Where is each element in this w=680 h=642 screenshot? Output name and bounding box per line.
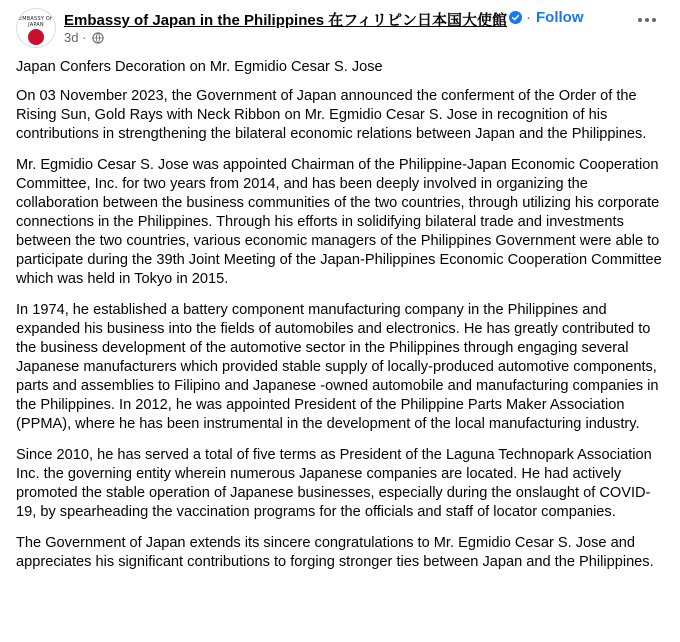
verified-badge-icon	[509, 11, 522, 24]
post-header	[16, 8, 666, 52]
globe-icon	[92, 32, 104, 44]
post-paragraph: On 03 November 2023, the Government of Japan announced the conferment of the Order of the Rising Sun, Gold Rays with Neck Ribbon on Mr. Egmidio Cesar S. Jose in recognition of his contributions in strengthening the bilateral economic relations between Japan and the Philippines.	[16, 88, 647, 142]
follow-button[interactable]: Follow	[536, 9, 584, 26]
avatar-logo-text: EMBASSY OF JAPAN	[18, 16, 54, 28]
post-meta	[64, 30, 104, 45]
post-timestamp[interactable]: 3d	[64, 30, 79, 45]
post-body	[16, 58, 666, 584]
meta-separator-dot: ·	[82, 30, 87, 45]
post-paragraph: Mr. Egmidio Cesar S. Jose was appointed Chairman of the Philippine-Japan Economic Cooperation Committee, Inc. for two years from 2014, and has been deeply involved in organizing the collaboration between the business communities of the two countries, through utilizing his corporate connections in the Philippines. Through his efforts in solidifying bilateral trade and investments between the two countries, various economic managers of the Philippines Government were able to participate during the 39th Joint Meeting of the Japan-Philippines Economic Cooperation Committee which was held in Tokyo in 2015.	[16, 157, 662, 287]
separator-dot: ·	[526, 9, 531, 26]
post-paragraph: The Government of Japan extends its sincere congratulations to Mr. Egmidio Cesar S. Jose and appreciates his significant contributions to forging stronger ties between Japan and the Philippines.	[16, 535, 654, 570]
more-options-icon[interactable]	[633, 10, 661, 30]
page-avatar[interactable]	[16, 8, 56, 48]
post-title: Japan Confers Decoration on Mr. Egmidio Cesar S. Jose	[16, 59, 383, 75]
post-paragraph: In 1974, he established a battery component manufacturing company in the Philippines and expanded his business into the fields of automobiles and electronics. He has greatly contributed to the business development of the automotive sector in the Philippines through engaging several Japanese manufacturers which provided stable supply of locally-produced automotive components, parts and assemblies to Filipino and Japanese -owned automobile and manufacturing companies in the Philippines. In 2012, he was appointed President of the Philippine Parts Maker Association (PPMA), where he has been instrumental in the development of the local manufacturing industry.	[16, 302, 659, 432]
page-name-link[interactable]: Embassy of Japan in the Philippines 在フィリピン日本国大使館	[64, 12, 508, 29]
post-paragraph: Since 2010, he has served a total of five terms as President of the Laguna Technopark Association Inc. the governing entity wherein numerous Japanese companies are located. He had actively promoted the stable operation of Japanese businesses, especially during the onslaught of COVID-19, by spearheading the vaccination programs for the officials and staff of locator companies.	[16, 447, 652, 520]
rising-sun-icon	[28, 29, 44, 45]
